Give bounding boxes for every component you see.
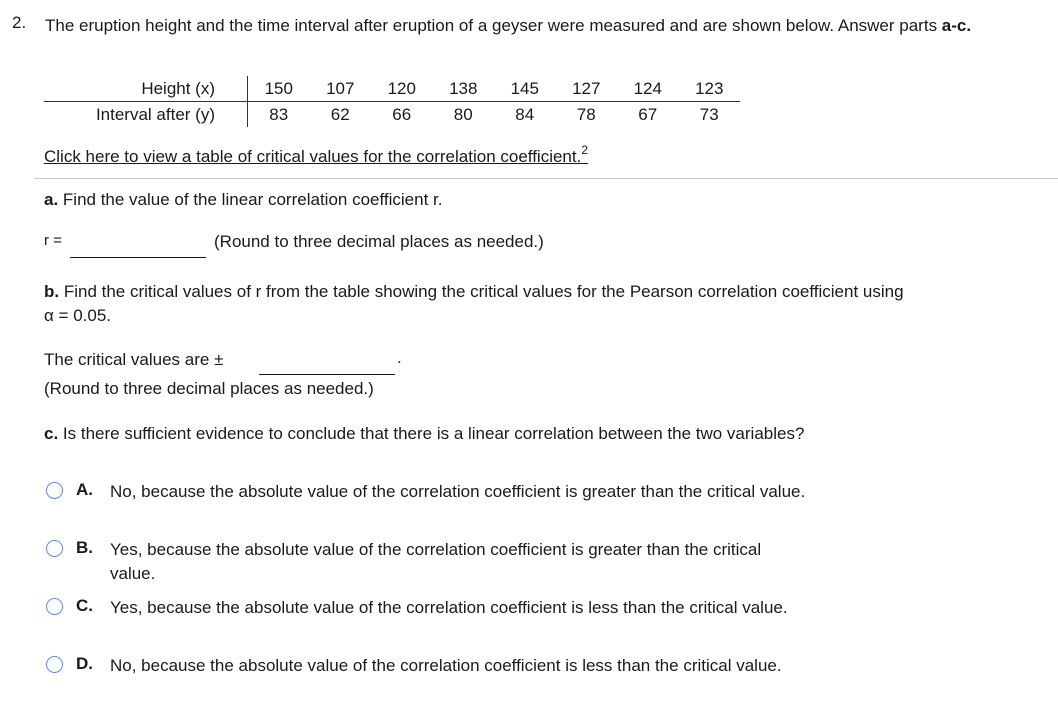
- option-letter: B.: [76, 538, 93, 557]
- critical-values-period: .: [397, 348, 402, 367]
- row-label-height: Height (x): [44, 76, 247, 102]
- radio-button[interactable]: [46, 482, 63, 499]
- option-text: No, because the absolute value of the correlation coefficient is less than the critical value.: [110, 656, 782, 675]
- question-text: [45, 13, 1045, 38]
- option-letter: D.: [76, 654, 93, 673]
- critical-value-input[interactable]: [259, 350, 395, 375]
- r-answer-input[interactable]: [70, 235, 206, 258]
- link-footnote: 2: [581, 143, 589, 157]
- y-value: 67: [638, 105, 658, 124]
- y-value: 80: [453, 105, 473, 124]
- x-value: 107: [310, 76, 372, 102]
- y-value: 84: [515, 105, 535, 124]
- y-value: 83: [269, 105, 289, 124]
- option-letter: A.: [76, 480, 93, 499]
- part-a-prompt: a. Find the value of the linear correlation coefficient r.: [44, 190, 443, 209]
- critical-values-line: The critical values are ±: [44, 350, 224, 369]
- option-text: Yes, because the absolute value of the correlation coefficient is less than the critical value.: [110, 598, 788, 617]
- x-value: 138: [433, 76, 495, 102]
- x-value: 124: [617, 76, 679, 102]
- x-value: 123: [679, 76, 741, 102]
- part-b-prompt: b. Find the critical values of r from the table showing the critical values for the Pearson correlation coefficient using α = 0.05.: [44, 282, 904, 325]
- data-table: [44, 76, 740, 127]
- r-label: r =: [44, 232, 62, 249]
- table-row-interval: [44, 102, 740, 128]
- table-row-height: [44, 76, 740, 102]
- question-text-main: The eruption height and the time interval after eruption of a geyser were measured and are shown below. Answer parts: [45, 16, 942, 35]
- radio-button[interactable]: [46, 598, 63, 615]
- alpha-value: α = 0.05.: [44, 306, 112, 325]
- row-label-interval: Interval after (y): [95, 105, 215, 124]
- question-number: 2.: [12, 13, 27, 32]
- y-value: 73: [699, 105, 719, 124]
- part-a-rounding-note: (Round to three decimal places as needed.): [214, 232, 544, 251]
- section-divider: [34, 178, 1058, 179]
- x-value: 150: [248, 76, 310, 102]
- y-value: 78: [576, 105, 596, 124]
- radio-button[interactable]: [46, 540, 63, 557]
- x-value: 120: [371, 76, 433, 102]
- x-value: 127: [556, 76, 618, 102]
- option-text: No, because the absolute value of the correlation coefficient is greater than the critical value.: [110, 482, 806, 501]
- y-value: 62: [330, 105, 350, 124]
- y-value: 66: [392, 105, 412, 124]
- question-text-parts: a-c.: [941, 16, 972, 35]
- radio-button[interactable]: [46, 656, 63, 673]
- option-letter: C.: [76, 596, 93, 615]
- critical-values-link[interactable]: Click here to view a table of critical values for the correlation coefficient.$^2$: [44, 143, 589, 166]
- option-text: Yes, because the absolute value of the correlation coefficient is greater than the critical value.: [110, 540, 762, 583]
- part-c-prompt: c. Is there sufficient evidence to conclude that there is a linear correlation between the two variables?: [44, 424, 805, 443]
- x-value: 145: [494, 76, 556, 102]
- part-b-rounding-note: (Round to three decimal places as needed.): [44, 379, 374, 398]
